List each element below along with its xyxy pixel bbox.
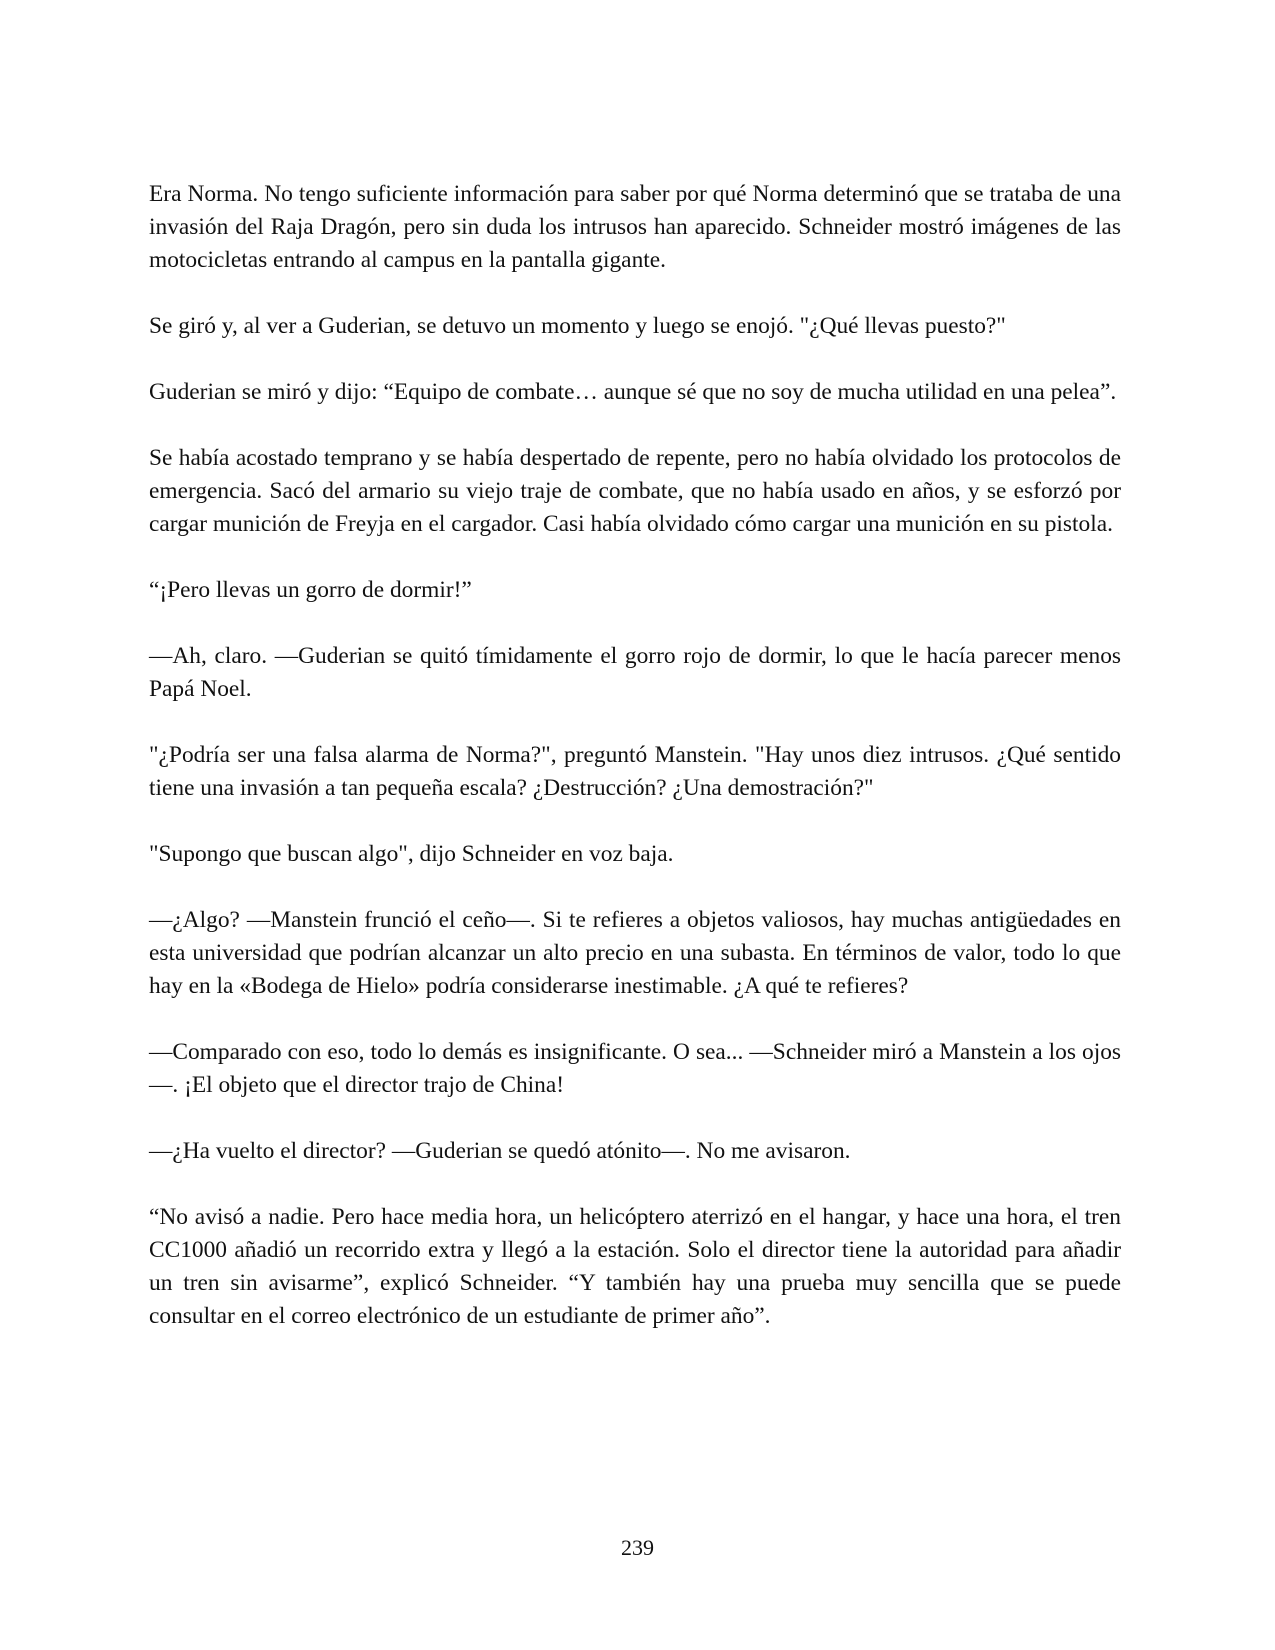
page-number: 239	[621, 1535, 654, 1560]
paragraph: "¿Podría ser una falsa alarma de Norma?", preguntó Manstein. "Hay unos diez intrusos. ¿Qué sentido tiene una invasión a tan pequeña escala? ¿Destrucción? ¿Una demostración?"	[149, 742, 1121, 801]
paragraph: Guderian se miró y dijo: “Equipo de combate… aunque sé que no soy de mucha utilidad en una pelea”.	[149, 379, 1117, 405]
paragraph: Se había acostado temprano y se había despertado de repente, pero no había olvidado los protocolos de emergencia. Sacó del armario su viejo traje de combate, que no había usado en años, y se esforzó por cargar munición de Freyja en el cargador. Casi había olvidado cómo cargar una munición en su pistola.	[149, 445, 1121, 537]
paragraph: Era Norma. No tengo suficiente información para saber por qué Norma determinó que se trataba de una invasión del Raja Dragón, pero sin duda los intrusos han aparecido. Schneider mostró imágenes de las motocicletas entrando al campus en la pantalla gigante.	[149, 181, 1121, 273]
paragraph: Se giró y, al ver a Guderian, se detuvo un momento y luego se enojó. "¿Qué llevas puesto?"	[149, 313, 1006, 339]
paragraph: —¿Ha vuelto el director? —Guderian se quedó atónito—. No me avisaron.	[149, 1138, 851, 1164]
paragraph: —Comparado con eso, todo lo demás es insignificante. O sea... —Schneider miró a Manstein a los ojos—. ¡El objeto que el director trajo de China!	[149, 1039, 1121, 1098]
paragraph: "Supongo que buscan algo", dijo Schneider en voz baja.	[149, 841, 674, 867]
paragraph: —Ah, claro. —Guderian se quitó tímidamente el gorro rojo de dormir, lo que le hacía parecer menos Papá Noel.	[149, 643, 1121, 702]
paragraph: “No avisó a nadie. Pero hace media hora, un helicóptero aterrizó en el hangar, y hace una hora, el tren CC1000 añadió un recorrido extra y llegó a la estación. Solo el director tiene la autoridad para añadir un tren sin avisarme”, explicó Schneider. “Y también hay una prueba muy sencilla que se puede consultar en el correo electrónico de un estudiante de primer año”.	[149, 1204, 1121, 1329]
paragraph: “¡Pero llevas un gorro de dormir!”	[149, 577, 472, 603]
body-text	[149, 178, 1121, 1366]
paragraph: —¿Algo? —Manstein frunció el ceño—. Si te refieres a objetos valiosos, hay muchas antigüedades en esta universidad que podrían alcanzar un alto precio en una subasta. En términos de valor, todo lo que hay en la «Bodega de Hielo» podría considerarse inestimable. ¿A qué te refieres?	[149, 907, 1121, 999]
